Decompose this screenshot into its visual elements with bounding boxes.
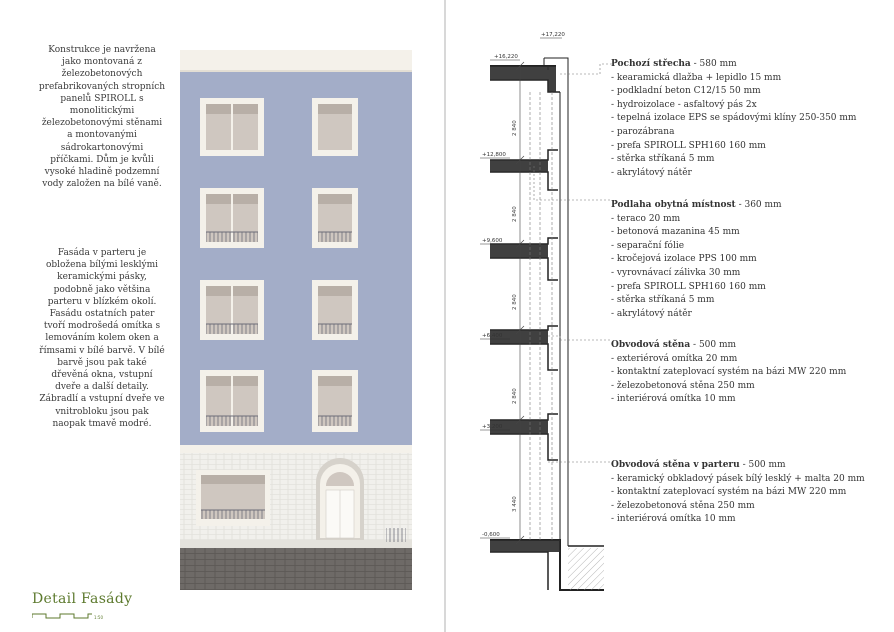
spec-sep: - <box>739 460 749 470</box>
spec-layer: - kearamická dlažba + lepidlo 15 mm <box>611 72 782 83</box>
spec-layer: - kontaktní zateplovací systém na bázi MW 220 mm <box>611 487 847 498</box>
spec-title: Obvodová stěna <box>611 340 691 350</box>
spec-title: Obvodová stěna v parteru <box>611 460 740 470</box>
spec-thickness: 360 mm <box>744 200 782 210</box>
spec-layer: - interiérová omítka 10 mm <box>611 514 736 525</box>
spec-parter-wall <box>611 459 865 527</box>
spec-sep: - <box>690 59 700 69</box>
scale-label: 1:50 <box>94 615 103 620</box>
spec-layer: - železobetonová stěna 250 mm <box>611 380 755 391</box>
spec-thickness: 580 mm <box>699 59 737 69</box>
spec-thickness: 500 mm <box>748 460 786 470</box>
spec-layer: - podkladní beton C12/15 50 mm <box>611 86 761 97</box>
spec-layer: - interiérová omítka 10 mm <box>611 394 736 405</box>
spec-layer: - kontaktní zateplovací systém na bázi MW 220 mm <box>611 367 847 378</box>
spec-layer: - kročejová izolace PPS 100 mm <box>611 254 757 265</box>
spec-layer: - železobetonová stěna 250 mm <box>611 500 755 511</box>
spec-layer: - separační fólie <box>611 240 685 251</box>
spec-thickness: 500 mm <box>698 340 737 350</box>
spec-layer: - teraco 20 mm <box>611 213 681 224</box>
level-mark: +12,800 <box>482 152 506 158</box>
spec-title: Podlaha obytná místnost <box>611 200 736 210</box>
dimension-label: 2 840 <box>512 206 518 222</box>
spec-layer: - parozábrana <box>611 126 675 137</box>
spec-layer: - keramický obkladový pásek bílý lesklý + malta 20 mm <box>611 473 865 484</box>
spec-roof <box>611 58 856 180</box>
spec-layer: - prefa SPIROLL SPH160 160 mm <box>611 281 766 292</box>
spec-sep: - <box>690 340 699 350</box>
spec-layer: - akrylátový nátěr <box>611 167 692 178</box>
facade-description: Fasáda v parteru je obložena bílými lesklými keramickými pásky, podobně jako většina parteru v blízkém okolí. Fasádu ostatních pater tvoří modrošedá omítka s lemováním kolem oken a římsami v bílé barvě. V bílé barvě jsou pak také dřevěná okna, vstupní dveře a další detaily. Zábradlí a vstupní dveře ve vnitrobloku jsou pak naopak tmavě modré. <box>39 248 165 429</box>
spec-layer: - stěrka stříkaná 5 mm <box>611 154 715 165</box>
spec-layer: - akrylátový nátěr <box>611 308 692 319</box>
spec-layer: - prefa SPIROLL SPH160 160 mm <box>611 140 766 151</box>
spec-layer: - exteriérová omítka 20 mm <box>611 353 738 364</box>
level-mark: +9,600 <box>482 238 503 244</box>
spec-layer: - hydroizolace - asfaltový pás 2x <box>611 99 757 110</box>
ground-hatch <box>568 548 604 590</box>
page-title: Detail Fasády <box>32 591 133 607</box>
spec-sep: - <box>735 200 745 210</box>
dimension-label: 2 840 <box>512 120 518 136</box>
spec-exterior-wall <box>611 339 846 407</box>
spec-floor <box>611 199 782 321</box>
dimension-label: 3 440 <box>512 496 518 512</box>
structure-description: Konstrukce je navržena jako montovaná z železobetonových prefabrikovaných stropních panelů SPIROLL s monolitickými železobetonovými stěnami a montovanými sádrokartonovými příčkami. Dům je kvůli vysoké hladině podzemní vody založen na bílé vaně. <box>38 45 166 190</box>
spec-layer: - vyrovnávací zálivka 30 mm <box>611 267 741 278</box>
level-mark: +17,220 <box>541 32 565 38</box>
spec-layer: - stěrka stříkaná 5 mm <box>611 295 715 306</box>
level-mark: +3,200 <box>482 424 503 430</box>
dimension-label: 2 840 <box>512 388 518 404</box>
spec-title: Pochozí střecha <box>611 59 691 69</box>
level-mark: +16,220 <box>494 54 518 60</box>
spec-layer: - betonová mazanina 45 mm <box>611 227 740 238</box>
level-mark: +6,400 <box>482 333 503 339</box>
spec-layer: - tepelná izolace EPS se spádovými klíny 250-350 mm <box>611 113 857 124</box>
dimension-label: 2 840 <box>512 294 518 310</box>
level-mark: -0,600 <box>482 532 500 538</box>
